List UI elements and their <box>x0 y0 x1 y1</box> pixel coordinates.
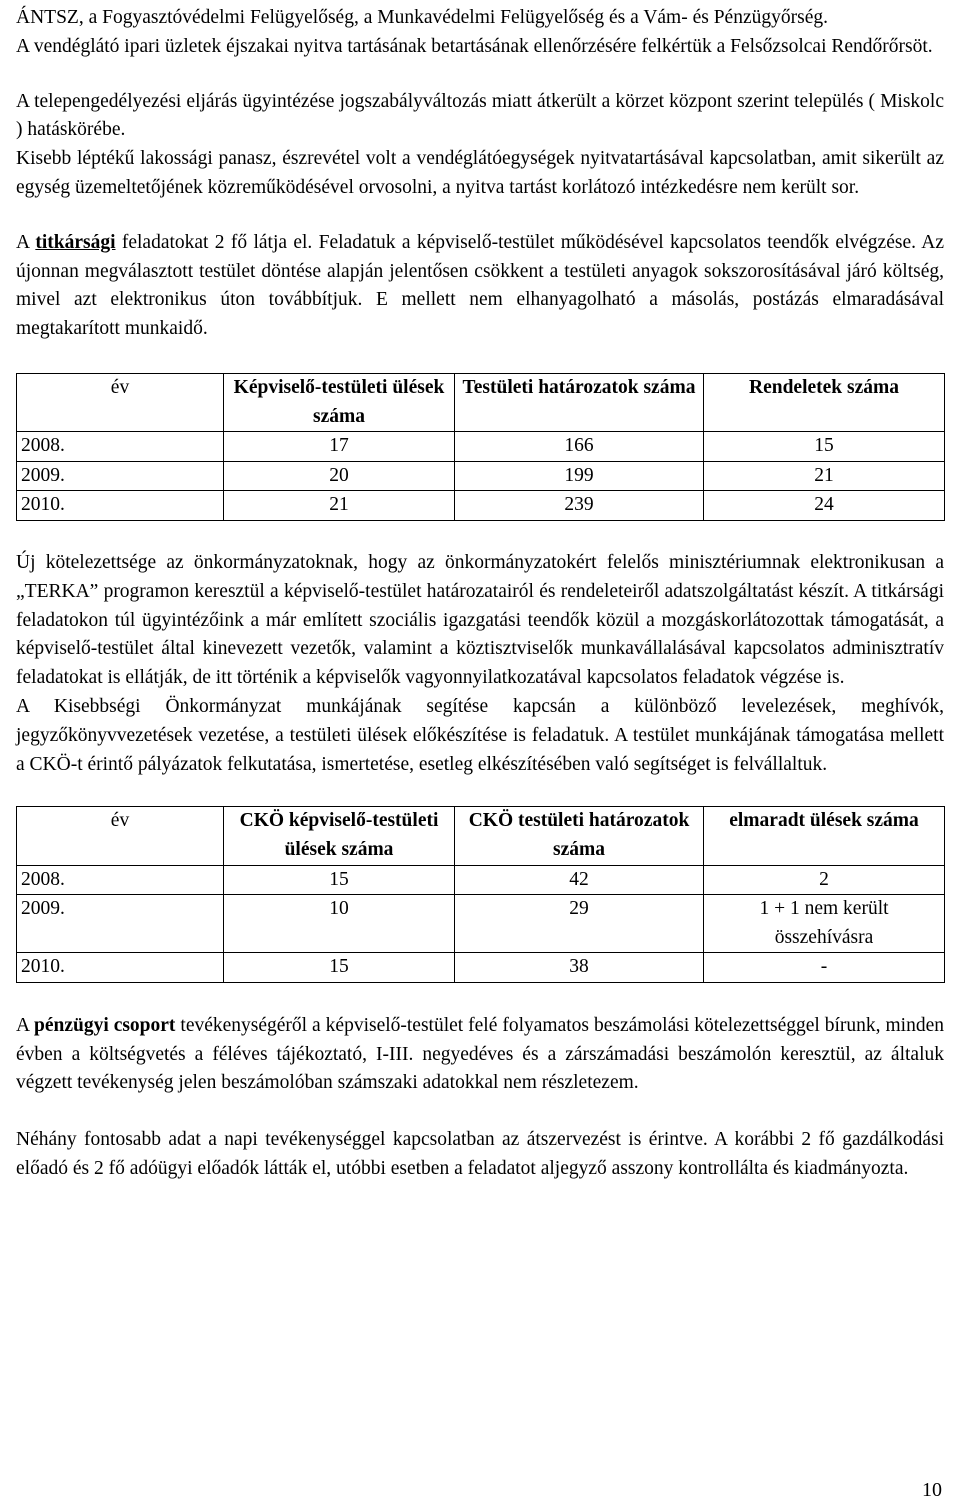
table-header-cell: elmaradt ülések száma <box>704 807 945 865</box>
finance-text: tevékenységéről a képviselő-testület felé folyamatos beszámolási kötelezettséggel bírunk, minden évben a költségvetés a féléves tájékoztató, I-III. negyedéves és a zárszámadási beszámolón keresztül, az általuk végzett tevékenység jelen beszámolóban számszaki adatokkal nem részletezem. <box>16 1014 945 1094</box>
table-row <box>17 895 945 953</box>
table-cell: 20 <box>224 461 455 491</box>
table-header-cell: év <box>17 373 224 431</box>
paragraph-complaint: Kisebb léptékű lakossági panasz, észrevétel volt a vendéglátóegységek nyitvatartásával kapcsolatban, amit sikerült az egység üzemeltetőjének közreműködésével orvosolni, a nyitva tartást korlátozó intézkedésre nem került sor. <box>16 148 944 198</box>
cko-sessions-table <box>16 806 945 983</box>
paragraph-police: A vendéglátó ipari üzletek éjszakai nyitva tartásának betartásának ellenőrzésére felkértük a Felsőzsolcai Rendőrőrsöt. <box>16 35 933 57</box>
table-cell: 42 <box>455 865 704 895</box>
paragraph-staff: Néhány fontosabb adat a napi tevékenységgel kapcsolatban az átszervezést is érintve. A korábbi 2 fő gazdálkodási előadó és 2 fő adóügyi előadók látták el, utóbbi esetben a feladatot aljegyző asszony kontrollálta és kiadmányozta. <box>16 1129 944 1180</box>
table-cell-year: 2009. <box>17 461 224 491</box>
paragraph-terka: Új kötelezettsége az önkormányzatoknak, hogy az önkormányzatokért felelős minisztériumnak elektronikusan a „TERKA” programon keresztül a képviselő-testület határozatairól és rendeleteiről adatszolgáltatást készít. A titkársági feladatokon túl ügyintézőink a már említett szociális igazgatási teendők közül a mozgáskorlátozottak támogatását, a képviselő-testület által kinevezett vezetők, valamint a köztisztviselők munkavállalásával kapcsolatos adminisztratív feladatokat is ellátják, de itt történik a képviselők vagyonnyilatkozatával kapcsolatos feladatok végzése is. <box>16 551 944 689</box>
table-cell: 239 <box>455 491 704 521</box>
table-row <box>17 461 945 491</box>
table-cell: 21 <box>704 461 945 491</box>
table-header-cell: CKÖ képviselő-testületi ülések száma <box>224 807 455 865</box>
table-cell: 199 <box>455 461 704 491</box>
paragraph-authorities: ÁNTSZ, a Fogyasztóvédelmi Felügyelőség, a Munkavédelmi Felügyelőség és a Vám- és Pénzügyőrség. <box>16 7 828 28</box>
table-header-cell: Testületi határozatok száma <box>455 373 704 431</box>
sessions-table <box>16 373 945 521</box>
table-header-cell: Képviselő-testületi ülések száma <box>224 373 455 431</box>
table-cell: 15 <box>704 432 945 462</box>
table-cell-year: 2010. <box>17 953 224 983</box>
table-cell: 29 <box>455 895 704 953</box>
document-page <box>16 0 944 1184</box>
secretariat-text: feladatokat 2 fő látja el. Feladatuk a képviselő-testület működésével kapcsolatos teendők elvégzése. Az újonnan megválasztott testület döntése alapján jelentősen csökkent a testületi anyagok sokszorosításával járó költség, mivel azt elektronikus úton továbbítjuk. E mellett nem elhanyagolható a másolás, postázás elmaradásával megtakarított munkaidő. <box>16 231 944 340</box>
table-cell: - <box>704 953 945 983</box>
table-cell: 10 <box>224 895 455 953</box>
table-header-row <box>17 807 945 865</box>
table-cell: 15 <box>224 953 455 983</box>
table-header-cell: Rendeletek száma <box>704 373 945 431</box>
table-row <box>17 432 945 462</box>
table-row <box>17 953 945 983</box>
table-header-row <box>17 373 945 431</box>
table-header-cell: CKÖ testületi határozatok száma <box>455 807 704 865</box>
table-cell-year: 2008. <box>17 865 224 895</box>
table-cell-year: 2010. <box>17 491 224 521</box>
table-cell: 17 <box>224 432 455 462</box>
secretariat-prefix: A <box>16 231 36 253</box>
secretariat-group-name: titkársági <box>35 231 116 253</box>
table-cell: 15 <box>224 865 455 895</box>
table-cell: 21 <box>224 491 455 521</box>
table-header-cell: év <box>17 807 224 865</box>
table-row <box>17 491 945 521</box>
table-cell-year: 2008. <box>17 432 224 462</box>
finance-group-name: pénzügyi csoport <box>33 1014 176 1036</box>
finance-prefix: A <box>16 1014 34 1036</box>
table-cell-year: 2009. <box>17 895 224 953</box>
table-cell: 2 <box>704 865 945 895</box>
paragraph-finance <box>16 1012 944 1098</box>
table-cell: 24 <box>704 491 945 521</box>
table-row <box>17 865 945 895</box>
paragraph-secretariat <box>16 229 944 344</box>
table-cell: 166 <box>455 432 704 462</box>
table-cell: 1 + 1 nem került összehívásra <box>704 895 945 953</box>
table-cell: 38 <box>455 953 704 983</box>
page-number: 10 <box>922 1479 942 1501</box>
paragraph-permit: A telepengedélyezési eljárás ügyintézése jogszabályváltozás miatt átkerült a körzet központ szerint település ( Miskolc ) hatáskörébe. <box>16 90 944 141</box>
paragraph-minority: A Kisebbségi Önkormányzat munkájának segítése kapcsán a különböző levelezések, meghívók, jegyzőkönyvvezetések vezetése, a testületi ülések előkészítése is feladatuk. A testület munkájának támogatása mellett a CKÖ-t érintő pályázatok felkutatása, ismertetése, esetleg elkészítésében való segítséget is felvállaltuk. <box>16 695 944 775</box>
